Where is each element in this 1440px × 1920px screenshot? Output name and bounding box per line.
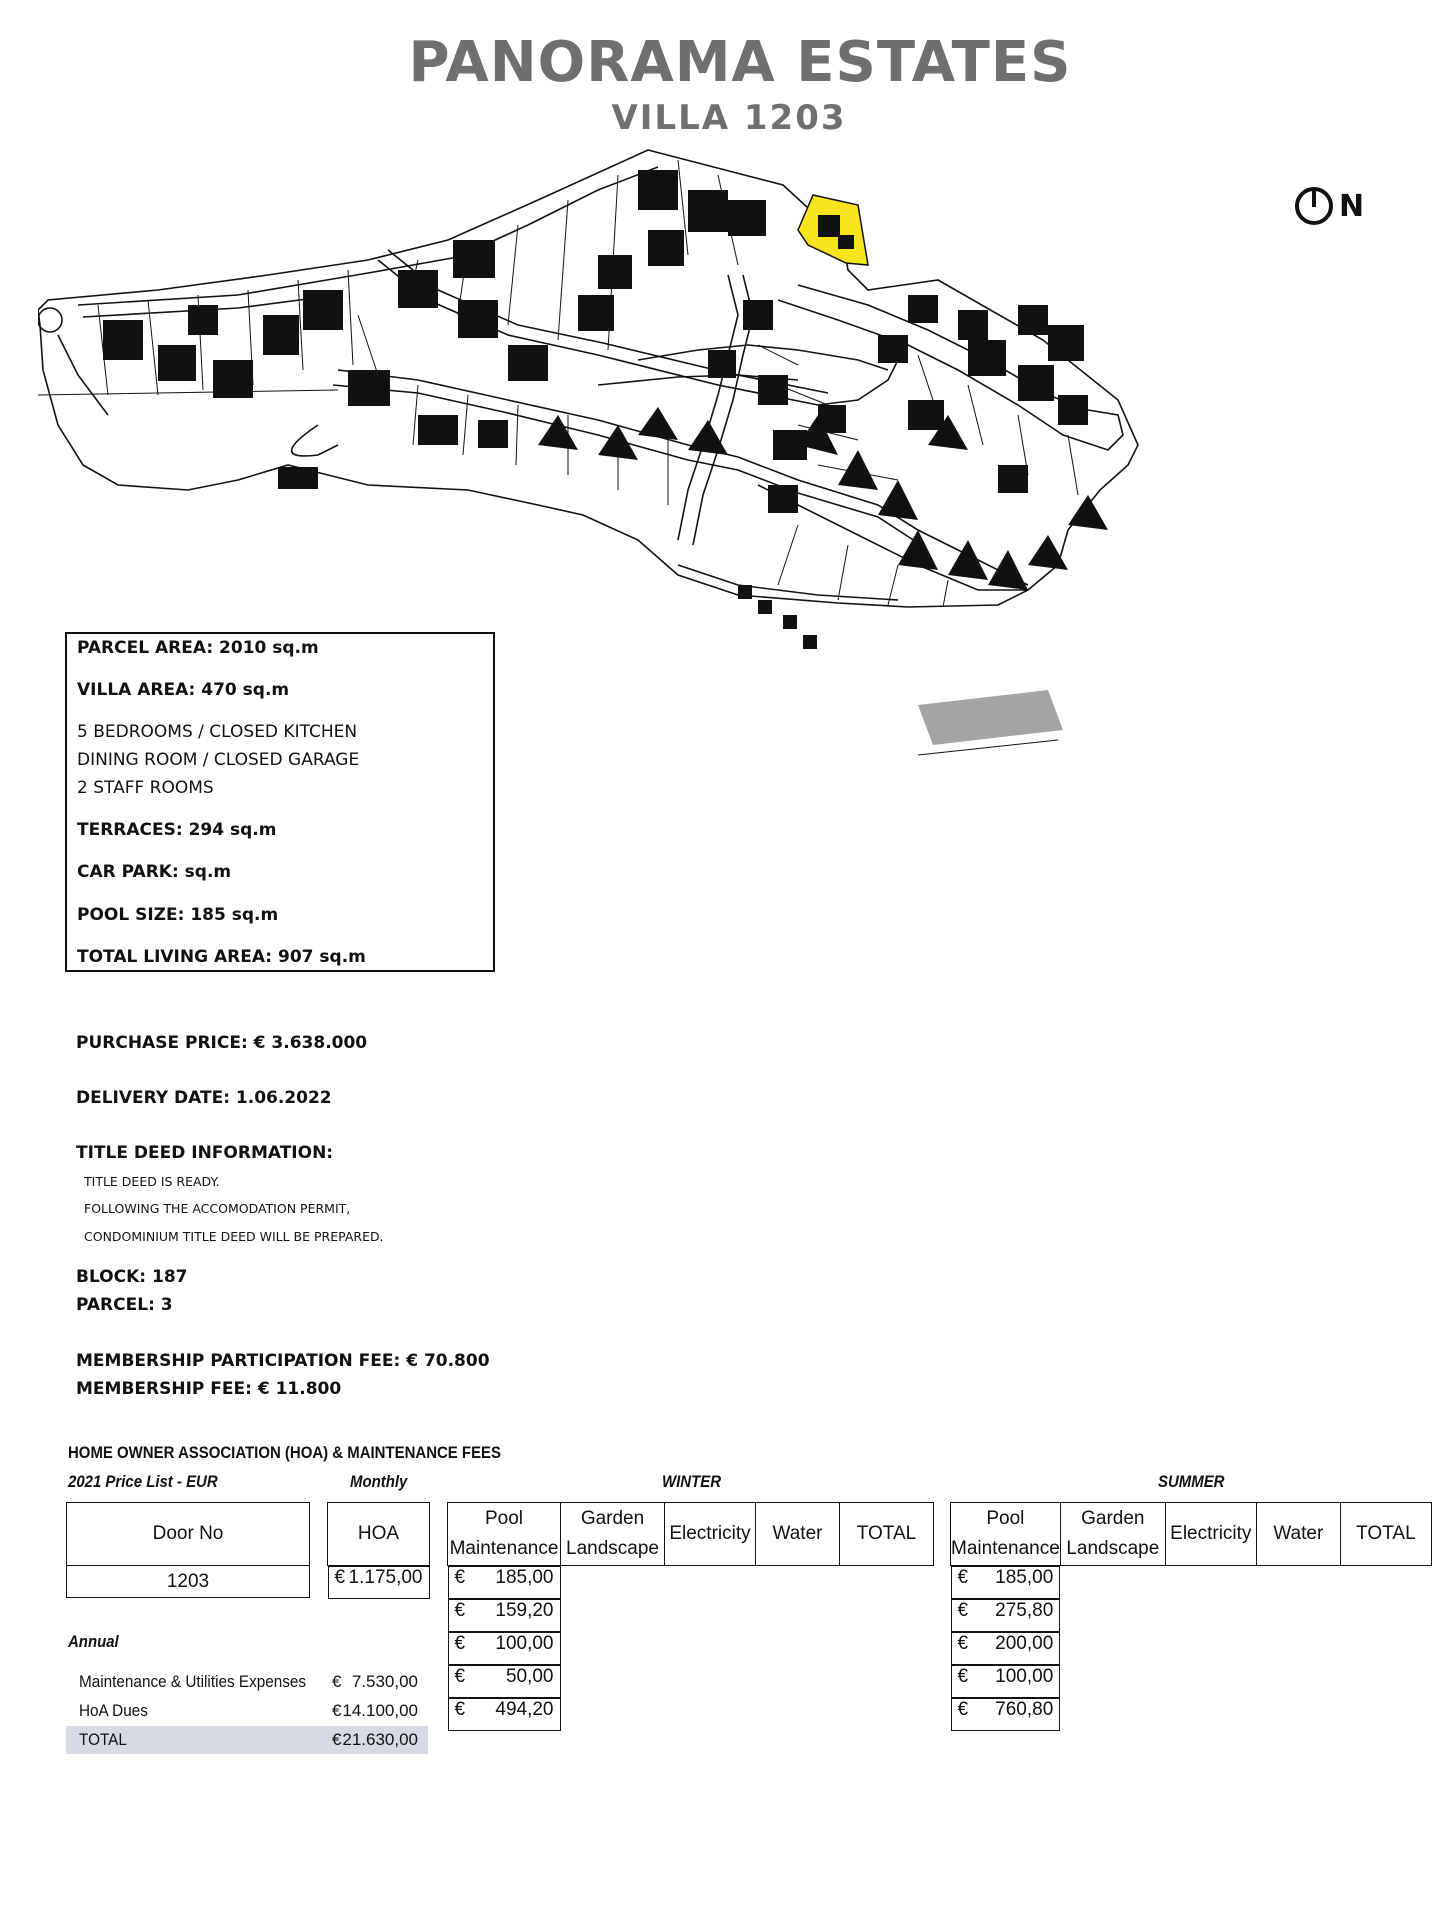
- door-header: Door No: [67, 1503, 310, 1566]
- garden-header-line-2: Landscape: [1066, 1538, 1160, 1559]
- pool-size: POOL SIZE: 185 sq.m: [77, 905, 279, 925]
- block: BLOCK: 187: [76, 1267, 188, 1287]
- currency-symbol: €: [454, 1633, 466, 1654]
- summer-total-header: TOTAL: [1340, 1503, 1431, 1566]
- currency-symbol: €: [957, 1699, 969, 1720]
- currency-symbol: €: [957, 1633, 969, 1654]
- monthly-label: Monthly: [350, 1472, 408, 1491]
- winter-pool-header: [448, 1503, 561, 1566]
- summer-electricity-cell: [951, 1632, 1061, 1665]
- hoa-heading: HOME OWNER ASSOCIATION (HOA) & MAINTENANCE FEES: [68, 1443, 502, 1462]
- rooms-line-3: 2 STAFF ROOMS: [77, 778, 214, 798]
- membership-participation-fee: MEMBERSHIP PARTICIPATION FEE: € 70.800: [76, 1351, 490, 1371]
- title-deed-line-3: CONDOMINIUM TITLE DEED WILL BE PREPARED.: [84, 1229, 384, 1244]
- annual-label: Maintenance & Utilities Expenses: [79, 1672, 307, 1691]
- hoa-monthly-table: [327, 1502, 430, 1599]
- annual-row-hoa-dues: [66, 1697, 428, 1725]
- pool-header-line-2: Maintenance: [449, 1538, 559, 1559]
- garden-header-line-1: Garden: [1081, 1508, 1145, 1529]
- winter-pool-cell: [448, 1566, 561, 1599]
- currency-symbol: €: [334, 1567, 346, 1588]
- hoa-value-cell: [328, 1566, 430, 1599]
- parcel: PARCEL: 3: [76, 1295, 173, 1315]
- villa-subtitle: VILLA 1203: [611, 98, 847, 138]
- currency-symbol: €: [957, 1567, 969, 1588]
- summer-water-value: 100,00: [995, 1666, 1054, 1687]
- winter-water-header: Water: [756, 1503, 840, 1566]
- compass-icon: [1295, 187, 1333, 225]
- currency-symbol: €: [454, 1666, 466, 1687]
- delivery-date: DELIVERY DATE: 1.06.2022: [76, 1088, 332, 1108]
- title-deed-line-1: TITLE DEED IS READY.: [84, 1174, 220, 1189]
- winter-electricity-header: Electricity: [665, 1503, 756, 1566]
- summer-garden-cell: [951, 1599, 1061, 1632]
- north-compass: [1295, 187, 1364, 225]
- summer-table: [950, 1502, 1432, 1731]
- winter-water-cell: [448, 1665, 561, 1698]
- north-label: N: [1339, 188, 1365, 224]
- summer-total-cell: [951, 1698, 1061, 1731]
- summer-total-value: 760,80: [995, 1699, 1054, 1720]
- winter-garden-value: 159,20: [495, 1600, 554, 1621]
- garden-header-line-2: Landscape: [566, 1538, 659, 1559]
- car-park: CAR PARK: sq.m: [77, 862, 232, 882]
- purchase-price: PURCHASE PRICE: € 3.638.000: [76, 1033, 368, 1053]
- summer-label: SUMMER: [1158, 1472, 1225, 1491]
- total-living-area: TOTAL LIVING AREA: 907 sq.m: [77, 947, 366, 967]
- summer-garden-value: 275,80: [995, 1600, 1054, 1621]
- price-list-label: 2021 Price List - EUR: [68, 1472, 218, 1491]
- winter-garden-cell: [448, 1599, 561, 1632]
- title-deed-heading: TITLE DEED INFORMATION:: [76, 1143, 334, 1163]
- summer-water-header: Water: [1256, 1503, 1340, 1566]
- summer-pool-cell: [951, 1566, 1061, 1599]
- currency-symbol: €: [454, 1600, 466, 1621]
- annual-amount: 21.630,00: [342, 1730, 418, 1749]
- currency-symbol: €: [332, 1701, 342, 1720]
- rooms-line-1: 5 BEDROOMS / CLOSED KITCHEN: [77, 722, 358, 742]
- summer-garden-header: [1060, 1503, 1165, 1566]
- main-road: [78, 167, 658, 305]
- door-value: 1203: [67, 1566, 310, 1598]
- annual-amount: 14.100,00: [342, 1701, 418, 1720]
- summer-pool-value: 185,00: [995, 1567, 1054, 1588]
- annual-label: TOTAL: [79, 1730, 127, 1749]
- villa-area: VILLA AREA: 470 sq.m: [77, 680, 290, 700]
- annual-amount: 7.530,00: [351, 1672, 418, 1691]
- summer-water-cell: [951, 1665, 1061, 1698]
- summer-electricity-header: Electricity: [1165, 1503, 1256, 1566]
- title-deed-line-2: FOLLOWING THE ACCOMODATION PERMIT,: [84, 1201, 351, 1216]
- winter-garden-header: [561, 1503, 665, 1566]
- currency-symbol: €: [957, 1600, 969, 1621]
- parcel-area: PARCEL AREA: 2010 sq.m: [77, 638, 319, 658]
- terraces: TERRACES: 294 sq.m: [77, 820, 277, 840]
- currency-symbol: €: [332, 1672, 342, 1691]
- rooms-line-2: DINING ROOM / CLOSED GARAGE: [77, 750, 360, 770]
- membership-fee: MEMBERSHIP FEE: € 11.800: [76, 1379, 342, 1399]
- currency-symbol: €: [332, 1730, 342, 1749]
- door-table: [66, 1502, 310, 1598]
- winter-total-header: TOTAL: [840, 1503, 934, 1566]
- pool-header-line-1: Pool: [986, 1508, 1025, 1529]
- currency-symbol: €: [957, 1666, 969, 1687]
- winter-pool-value: 185,00: [495, 1567, 554, 1588]
- annual-row-maintenance: [66, 1668, 428, 1696]
- winter-total-value: 494,20: [495, 1699, 554, 1720]
- garden-header-line-1: Garden: [580, 1508, 645, 1529]
- currency-symbol: €: [454, 1699, 466, 1720]
- annual-label: HoA Dues: [79, 1701, 148, 1720]
- winter-label: WINTER: [662, 1472, 722, 1491]
- beach-area: [918, 690, 1063, 745]
- villa-footprint: [103, 320, 143, 360]
- annual-row-total: [66, 1726, 428, 1754]
- winter-electricity-value: 100,00: [495, 1633, 554, 1654]
- winter-table: [447, 1502, 934, 1731]
- hoa-value: 1.175,00: [348, 1567, 423, 1588]
- pool-header-line-2: Maintenance: [951, 1538, 1060, 1559]
- summer-pool-header: [951, 1503, 1061, 1566]
- winter-total-cell: [448, 1698, 561, 1731]
- winter-electricity-cell: [448, 1632, 561, 1665]
- winter-water-value: 50,00: [505, 1666, 554, 1687]
- summer-electricity-value: 200,00: [995, 1633, 1054, 1654]
- villa-specs-box: [65, 632, 495, 972]
- pool-header-line-1: Pool: [484, 1508, 524, 1529]
- page-title: PANORAMA ESTATES: [408, 30, 1072, 95]
- currency-symbol: €: [454, 1567, 466, 1588]
- annual-heading: Annual: [68, 1632, 119, 1651]
- hoa-header: HOA: [328, 1503, 430, 1566]
